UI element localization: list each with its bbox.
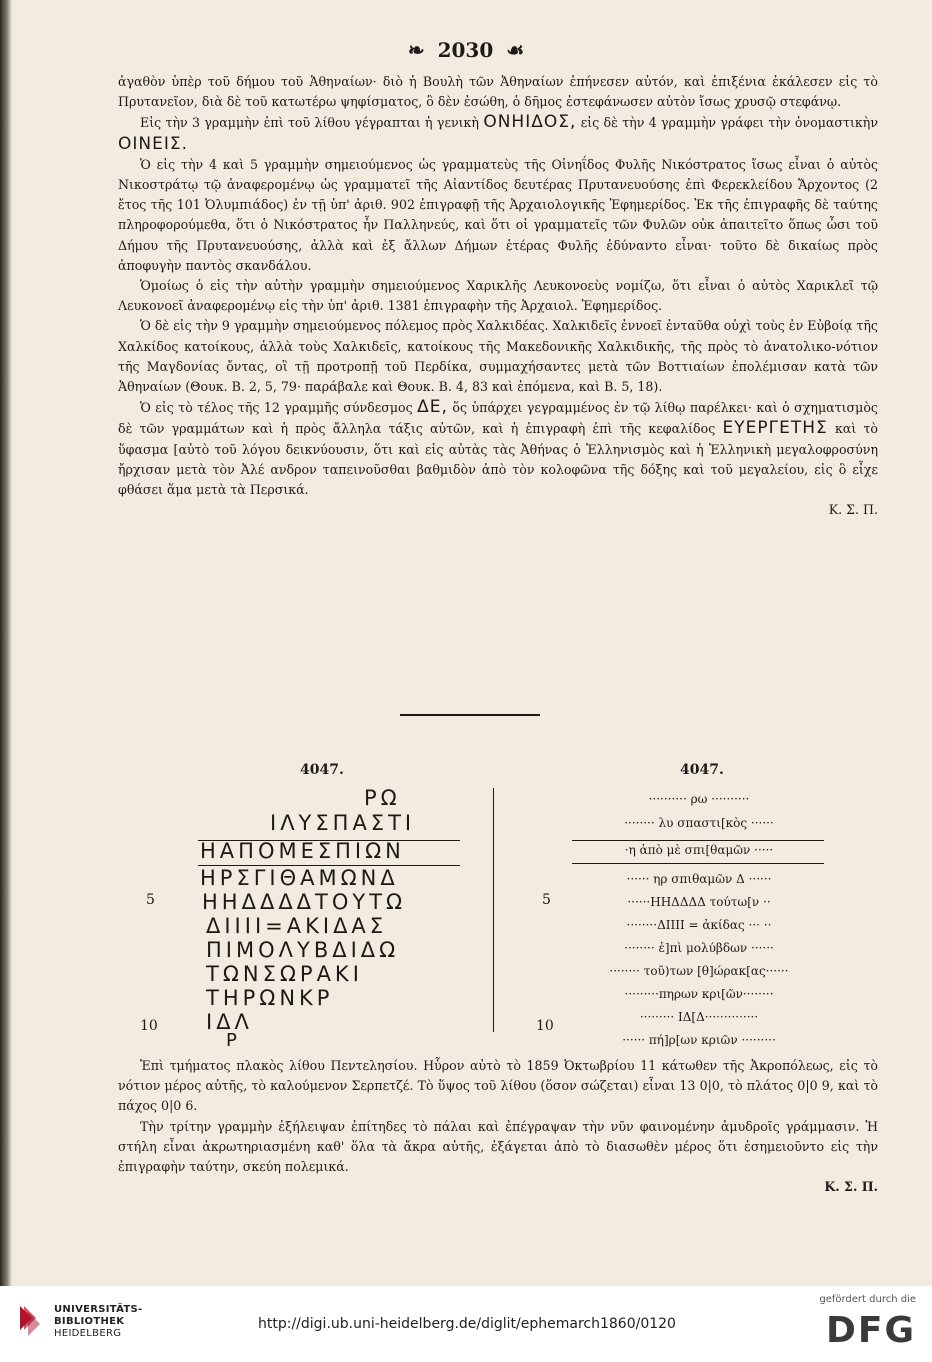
section-rule — [400, 714, 540, 716]
p6-caps-de: ΔΕ, — [417, 397, 448, 418]
inscription-line: ΙΔΛ — [206, 1010, 253, 1034]
transcription-line: ········· ΙΔ[Δ·············· — [639, 1010, 759, 1024]
transcription-line: ······ ηρ σπιθαμῶν Δ ······ — [626, 872, 772, 886]
inscription-number-right: 4047. — [680, 762, 724, 778]
library-name — [54, 1304, 143, 1340]
viewer-footer — [0, 1286, 932, 1362]
p6-text-c: καὶ τὸ ὕφασμα [αὐτὸ τοῦ λόγου δεικνύουσιν, ὅτι καὶ εἰς αὐτὰς τὰς Ἀθήνας ὁ Ἑλληνισμὸς καὶ ἡ Ἑλληνικὴ μεγαλοφροσύνη ἤρχισαν μετὰ τὸν Ἀλέ ανδρον ταπεινοῦσθαι βαθμιδὸν ἀπὸ τὸν κολοφῶνα τῆς δόξης καὶ τοῦ μεγαλείου, εἰς ὃ εἶχε φθάσει ἅμα μετὰ τὰ Περσικά. — [118, 421, 878, 498]
inscription-line: Ρ — [226, 1030, 241, 1051]
column-divider — [493, 788, 494, 1032]
library-line-2: BIBLIOTHEK — [54, 1316, 125, 1327]
inscription-line: ΤΗΡΩΝΚΡ — [206, 986, 334, 1010]
transcription-line: ········ΔΙΙΙΙ = ἀκίδας ··· ·· — [626, 918, 772, 932]
transcription-line: ········ λυ σπαστι[κὸς ······ — [624, 816, 774, 830]
paragraph-2 — [118, 112, 878, 154]
ornament-left-icon: ❧ — [407, 38, 425, 62]
paragraph-3: Ὁ εἰς τὴν 4 καὶ 5 γραμμὴν σημειούμενος ὡς γραμματεὺς τῆς Οἰνηΐδος Φυλῆς Νικόστρατος ἴσως εἶναι ὁ αὐτὸς Νικοστράτῳ τῷ ἀναφερομένῳ ὡς γραμματεῖ τῆς Αἰαντίδος δευτέρας Πρυτανευούσης ἐπὶ Φερεκλείδου Ἄρχοντος (2 ἔτος τῆς 101 Ὀλυμπιάδος) ἐν τῇ ὑπ' ἀριθ. 902 ἐπιγραφῇ τῆς Ἀρχαιολογικῆς Ἐφημερίδος. Ἐκ τῆς ἐπιγραφῆς δὲ ταύτης πληροφορούμεθα, ὅτι ὁ Νικόστρατος ἦν Παλληνεύς, καὶ ὅτι οἱ γραμματεῖς τῶν Φυλῶν οὐκ ἀπαιτεῖτο ὅπως ὦσι τοῦ Δήμου τῆς Πρυτανευούσης, ἀλλὰ καὶ ἐξ ἄλλων Δήμων ἑτέρας Φυλῆς ἐδύναντο εἶναι· τοῦτο δὲ δικαίως πρὸς ἀποφυγὴν παντὸς σκανδάλου. — [118, 156, 878, 273]
line-number: 5 — [542, 892, 551, 908]
inscription-line: ΗΑΠΟΜΕΣΠΙΩΝ — [200, 839, 405, 863]
source-url-link[interactable]: http://digi.ub.uni-heidelberg.de/diglit/ephemarch1860/0120 — [258, 1316, 676, 1332]
page-gutter — [0, 0, 12, 1286]
page-header — [0, 38, 932, 62]
inscription-line: ΔΙΙΙΙ=ΑΚΙΔΑΣ — [206, 914, 388, 938]
paragraph-5: Ὁ δὲ εἰς τὴν 9 γραμμὴν σημειούμενος πόλεμος πρὸς Χαλκιδέας. Χαλκιδεῖς ἐννοεῖ ἐνταῦθα οὐχὶ τοὺς ἐν Εὐβοίᾳ τῆς Χαλκίδος κατοίκους, ἀλλὰ τοὺς Χαλκιδεῖς, κατοίκους τῆς Μακεδονικῆς Χαλκιδικῆς, τῆς πρὸς τὸ ἀνατολικο-νότιον τῆς Μαγδονίας ὄντας, οἳ τῇ προτροπῇ τοῦ Περδίκα, συμμαχήσαντες μετὰ τῶν Βοττιαίων ἐπολέμισαν κατὰ τῶν Ἀθηναίων (Θουκ. Β. 2, 5, 79· παράβαλε καὶ Θουκ. Β. 4, 83 καὶ ἑπόμενα, καὶ Β. 5, 18). — [118, 318, 878, 395]
p2-text-a: Εἰς τὴν 3 γραμμὴν ἐπὶ τοῦ λίθου γέγραπται ἡ γενικὴ — [140, 115, 479, 131]
paragraph-4: Ὁμοίως ὁ εἰς τὴν αὐτὴν γραμμὴν σημειούμενος Χαρικλῆς Λευκονοεὺς νομίζω, ὅτι εἶναι ὁ αὐτὸς Χαρικλεῖ τῷ Λευκονοεῖ ἀναφερομένῳ εἰς τὴν ὑπ' ἀριθ. 1381 ἐπιγραφὴν τῆς Ἀρχαιολ. Ἐφημερίδος. — [118, 278, 878, 314]
transcription-line: ·η ἀπὸ μὲ σπι[θαμῶν ····· — [624, 843, 774, 857]
transcription-frame-bottom — [572, 863, 824, 864]
signature-2: Κ. Σ. Π. — [824, 1179, 878, 1195]
signature-1: Κ. Σ. Π. — [828, 502, 878, 518]
transcription-line: ······ πή]ρ[ων κριῶν ········· — [622, 1033, 776, 1047]
p2-text-b: εἰς δὲ τὴν 4 γραμμὴν γράφει τὴν ὀνομαστικὴν — [580, 115, 878, 131]
page-number: 2030 — [437, 38, 494, 62]
p6-caps-euergetes: ΕΥΕΡΓΕΤΗΣ — [722, 418, 828, 439]
transcription-frame-top — [572, 840, 824, 841]
transcription-line: ········ ἐ]πὶ μολύβδων ······ — [624, 941, 774, 955]
inscription-line: ΠΙΜΟΛΥΒΔΙΔΩ — [206, 938, 400, 962]
paragraph-8: Τὴν τρίτην γραμμὴν ἐξήλειψαν ἐπίτηδες τὸ πάλαι καὶ ἐπέγραψαν τὴν νῦν φαινομένην ἀμυδροῖς γράμμασιν. Ἡ στήλη εἶναι ἀκρωτηριασμένη καθ' ὅλα τὰ ἄκρα αὐτῆς, ἐξάγεται ἀπὸ τὸ διασωθὲν μέρος ὅτι ἐσημειοῦντο εἰς τὴν ἐπιγραφὴν ταύτην, σκεύη πολεμικά. — [118, 1118, 878, 1175]
transcription-line: ·········· ρω ·········· — [648, 792, 750, 806]
line-number: 5 — [146, 892, 155, 908]
dfg-logo: DFG — [825, 1310, 916, 1351]
paragraph-6 — [118, 397, 878, 500]
inscription-line: ΗΡΣΓΙΘΑΜΩΝΔ — [200, 866, 399, 890]
transcription-line: ·········πηρων κρι[ῶν········ — [624, 987, 774, 1001]
p6-text-b: ὅς ὑπάρχει γεγραμμένος ἐν τῷ λίθῳ παρέλκει· καὶ ὁ σχηματισμὸς δὲ τῶν γραμμάτων καὶ ἡ πρὸς ἄλληλα τάξις αὐτῶν, καὶ ἡ ἐπιγραφὴ ἐπὶ τῆς κεφαλίδος — [118, 400, 878, 437]
line-number: 10 — [536, 1018, 554, 1034]
transcription-line: ······ΗΗΔΔΔΔ τούτω[ν ·· — [627, 895, 771, 909]
text-block-bottom — [118, 1056, 878, 1197]
library-line-1: UNIVERSITÄTS- — [54, 1304, 143, 1315]
ornament-right-icon: ☙ — [506, 38, 525, 62]
line-number: 10 — [140, 1018, 158, 1034]
library-line-3: HEIDELBERG — [54, 1328, 122, 1339]
p2-caps-oineis: ΟΙΝΕΙΣ. — [118, 133, 189, 154]
transcription-line: ········ τοῦ)των [θ]ώρακ[ας······ — [609, 964, 789, 978]
p6-text-a: Ὁ εἰς τὸ τέλος τῆς 12 γραμμῆς σύνδεσμος — [140, 400, 413, 416]
inscription-line: ΙΛΥΣΠΑΣΤΙ — [270, 811, 416, 835]
inscription-line: ΗΗΔΔΔΔΤΟΥΤΩ — [202, 890, 407, 914]
inscription-number-left: 4047. — [300, 762, 344, 778]
p2-caps-onheidos: ΟΝΗΙΔΟΣ, — [483, 112, 577, 133]
funding-note: gefördert durch die — [819, 1294, 916, 1305]
text-block-top — [118, 72, 878, 520]
paragraph-1: ἀγαθὸν ὑπὲρ τοῦ δήμου τοῦ Ἀθηναίων· διὸ ἡ Βουλὴ τῶν Ἀθηναίων ἐπήνεσεν αὐτόν, καὶ ἐπιξένια ἐκάλεσεν εἰς τὸ Πρυτανεῖον, διὰ δὲ τοῦ κατωτέρω ψηφίσματος, ὃ δὲν ἐσώθη, ὁ δῆμος ἐστεφάνωσεν αὐτὸν ἴσως χρυσῷ στεφάνῳ. — [118, 74, 878, 110]
inscription-line: ΤΩΝΣΩΡΑΚΙ — [206, 962, 363, 986]
library-seal-icon — [18, 1304, 48, 1340]
paragraph-7: Ἐπὶ τμήματος πλακὸς λίθου Πεντελησίου. Ηὗρον αὐτὸ τὸ 1859 Ὀκτωβρίου 11 κάτωθεν τῆς Ἀκροπόλεως, εἰς τὸ νότιον μέρος αὐτῆς, τὸ καλούμενον Σερπετζέ. Τὸ ὕψος τοῦ λίθου (ὅσον σώζεται) εἶναι 13 0|0, τὸ πλάτος 0|0 9, καὶ τὸ πάχος 0|0 6. — [118, 1058, 878, 1114]
inscription-line: ΡΩ — [364, 786, 401, 810]
